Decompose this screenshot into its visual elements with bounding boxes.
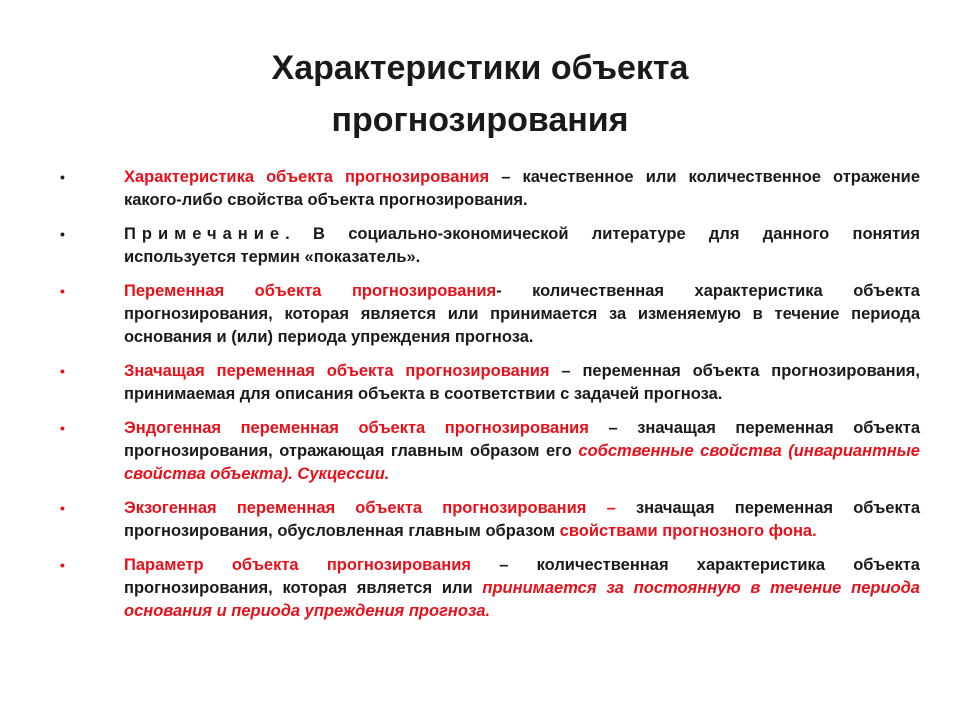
list-item-significant-variable — [60, 360, 920, 406]
note-text: . В социально-экономической литературе для данного понятия используется термин «показатель». — [124, 225, 920, 266]
slide-title — [0, 42, 960, 146]
bullet-icon: • — [60, 557, 65, 573]
term-label: Параметр объекта прогнозирования — [124, 556, 471, 574]
bullet-icon: • — [60, 226, 65, 242]
term-definition: значащая переменная объекта прогнозирования, обусловленная главным образом — [124, 499, 920, 540]
list-item-characteristic — [60, 166, 920, 212]
term-definition: – значащая переменная объекта прогнозирования, отражающая главным образом его — [124, 419, 920, 460]
term-definition: – переменная объекта прогнозирования, принимаемая для описания объекта в соответствии с задачей прогноза. — [124, 362, 920, 403]
term-definition: - количественная характеристика объекта прогнозирования, которая является или принимается за изменяемую в течение периода основания и (или) периода упреждения прогноза. — [124, 282, 920, 346]
definitions-list — [60, 166, 920, 634]
list-item-endogenous-variable — [60, 417, 920, 486]
term-label: Значащая переменная объекта прогнозирования — [124, 362, 550, 380]
term-label: Переменная объекта прогнозирования — [124, 282, 497, 300]
term-label: Экзогенная переменная объекта прогнозирования – — [124, 499, 616, 517]
list-item-variable — [60, 280, 920, 349]
bullet-icon: • — [60, 283, 65, 299]
term-emphasis: принимается за постоянную в течение периода основания и периода упреждения прогноза. — [124, 579, 920, 620]
term-emphasis: свойствами прогнозного фона. — [559, 522, 817, 540]
bullet-icon: • — [60, 500, 65, 516]
term-emphasis: собственные свойства (инвариантные свойства объекта). Сукцессии. — [124, 442, 920, 483]
bullet-icon: • — [60, 420, 65, 436]
list-item-parameter — [60, 554, 920, 623]
list-item-exogenous-variable — [60, 497, 920, 543]
slide-title-line-2: прогнозирования — [331, 101, 629, 139]
term-label: Характеристика объекта прогнозирования — [124, 168, 490, 186]
bullet-icon: • — [60, 169, 65, 185]
list-item-note — [60, 223, 920, 269]
bullet-icon: • — [60, 363, 65, 379]
term-definition: – качественное или количественное отражение какого-либо свойства объекта прогнозирования. — [124, 168, 921, 209]
slide-title-line-1: Характеристики объекта — [271, 49, 689, 87]
term-label: Эндогенная переменная объекта прогнозирования — [124, 419, 589, 437]
note-label: Примечание — [124, 225, 286, 243]
term-definition: – количественная характеристика объекта прогнозирования, которая является или — [124, 556, 920, 597]
